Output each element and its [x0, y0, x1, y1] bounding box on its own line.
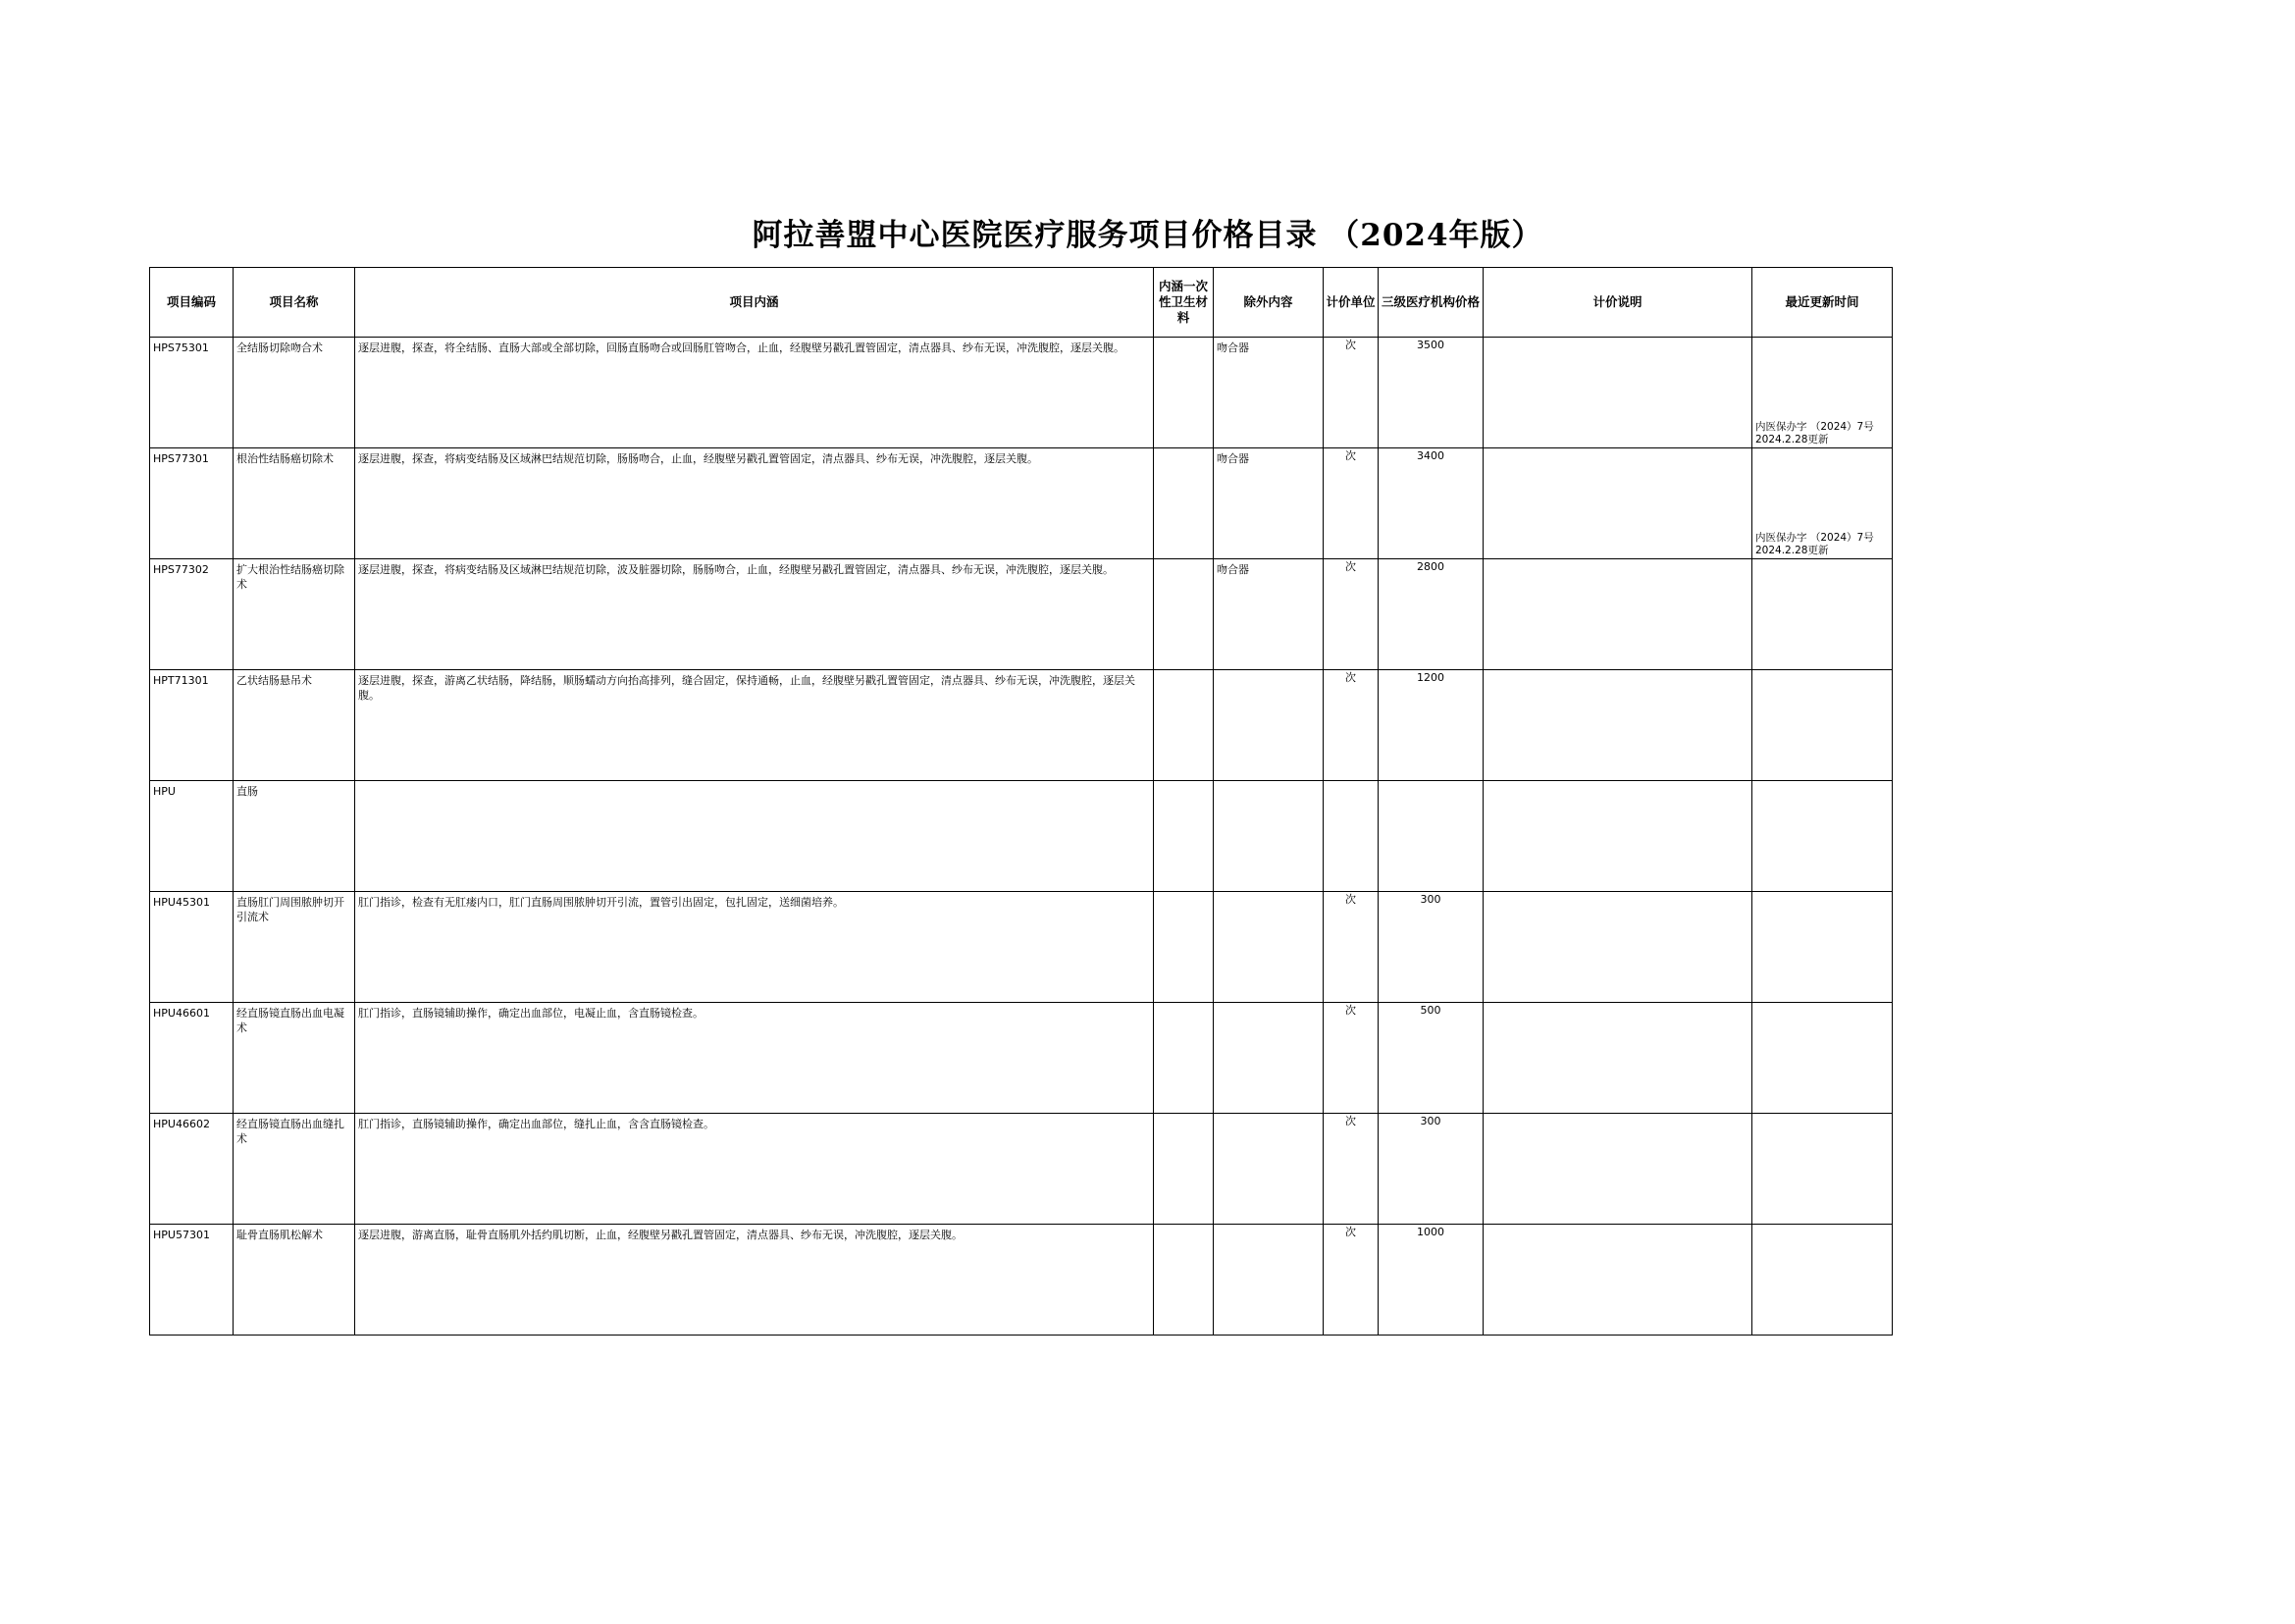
item-exclusion	[1214, 1225, 1323, 1228]
table-row	[150, 559, 1893, 670]
item-price: 500	[1379, 1003, 1484, 1114]
item-note	[1484, 1114, 1751, 1117]
item-material	[1154, 338, 1213, 341]
item-code: HPS77301	[153, 452, 209, 465]
item-name: 扩大根治性结肠癌切除术	[236, 563, 344, 591]
page-title: 阿拉善盟中心医院医疗服务项目价格目录 （2024年版）	[752, 218, 1543, 253]
item-price: 3500	[1379, 338, 1484, 448]
item-unit: 次	[1324, 1003, 1379, 1114]
item-note	[1484, 892, 1751, 895]
table-row	[150, 1114, 1893, 1225]
item-unit: 次	[1324, 1225, 1379, 1336]
item-code: HPS75301	[153, 341, 209, 354]
item-unit: 次	[1324, 338, 1379, 448]
item-unit: 次	[1324, 448, 1379, 559]
item-unit: 次	[1324, 670, 1379, 781]
col-header-name: 项目名称	[234, 268, 355, 338]
item-code: HPS77302	[153, 563, 209, 576]
col-header-price: 三级医疗机构价格	[1379, 268, 1484, 338]
item-note	[1484, 1003, 1751, 1006]
item-price: 300	[1379, 892, 1484, 1003]
item-code: HPU46602	[153, 1118, 210, 1130]
col-header-unit: 计价单位	[1324, 268, 1379, 338]
table-row	[150, 1225, 1893, 1336]
item-unit: 次	[1324, 559, 1379, 670]
item-content: 逐层进腹，探查，将病变结肠及区域淋巴结规范切除，肠肠吻合，止血，经腹壁另戳孔置管固定，清点器具、纱布无误，冲洗腹腔，逐层关腹。	[358, 452, 1038, 465]
item-exclusion	[1214, 781, 1323, 784]
item-price: 2800	[1379, 559, 1484, 670]
item-unit: 次	[1324, 892, 1379, 1003]
item-name: 全结肠切除吻合术	[236, 341, 323, 354]
item-material	[1154, 781, 1213, 784]
item-code: HPU46601	[153, 1007, 210, 1020]
item-update: 内医保办字 （2024）7号 2024.2.28更新	[1755, 532, 1874, 556]
item-price: 3400	[1379, 448, 1484, 559]
item-content: 逐层进腹，探查，将病变结肠及区域淋巴结规范切除，波及脏器切除，肠肠吻合，止血，经腹壁另戳孔置管固定，清点器具、纱布无误，冲洗腹腔，逐层关腹。	[358, 563, 1114, 576]
item-material	[1154, 1003, 1213, 1006]
item-content: 逐层进腹，游离直肠，耻骨直肠肌外括约肌切断，止血，经腹壁另戳孔置管固定，清点器具、纱布无误，冲洗腹腔，逐层关腹。	[358, 1229, 963, 1241]
item-update: 内医保办字 （2024）7号 2024.2.28更新	[1755, 421, 1874, 445]
col-header-content: 项目内涵	[355, 268, 1154, 338]
item-content	[355, 781, 1153, 784]
table-header-row	[150, 268, 1893, 338]
item-content: 逐层进腹，探查，游离乙状结肠，降结肠，顺肠蠕动方向抬高排列，缝合固定，保持通畅，止血，经腹壁另戳孔置管固定，清点器具、纱布无误，冲洗腹腔，逐层关腹。	[358, 674, 1135, 702]
item-note	[1484, 559, 1751, 562]
table-row	[150, 781, 1893, 892]
item-name: 乙状结肠悬吊术	[236, 674, 312, 687]
item-code: HPU	[153, 785, 176, 798]
table-row	[150, 338, 1893, 448]
col-header-material: 内涵一次性卫生材料	[1154, 268, 1214, 338]
col-header-note: 计价说明	[1484, 268, 1752, 338]
item-note	[1484, 1225, 1751, 1228]
item-content: 肛门指诊，检查有无肛瘘内口，肛门直肠周围脓肿切开引流，置管引出固定，包扎固定，送细菌培养。	[358, 896, 844, 909]
item-note	[1484, 448, 1751, 451]
item-exclusion: 吻合器	[1217, 563, 1249, 576]
item-note	[1484, 670, 1751, 673]
item-material	[1154, 1114, 1213, 1117]
item-note	[1484, 338, 1751, 341]
col-header-code: 项目编码	[150, 268, 234, 338]
table-row	[150, 670, 1893, 781]
item-note	[1484, 781, 1751, 784]
table-row	[150, 1003, 1893, 1114]
item-price: 1000	[1379, 1225, 1484, 1336]
item-exclusion	[1214, 892, 1323, 895]
item-content: 逐层进腹，探查，将全结肠、直肠大部或全部切除，回肠直肠吻合或回肠肛管吻合，止血，经腹壁另戳孔置管固定，清点器具、纱布无误，冲洗腹腔，逐层关腹。	[358, 341, 1124, 354]
item-name: 根治性结肠癌切除术	[236, 452, 334, 465]
item-name: 直肠肛门周围脓肿切开引流术	[236, 896, 344, 923]
item-exclusion	[1214, 670, 1323, 673]
item-unit	[1324, 781, 1379, 892]
item-price: 1200	[1379, 670, 1484, 781]
item-name: 经直肠镜直肠出血缝扎术	[236, 1118, 344, 1145]
item-exclusion	[1214, 1003, 1323, 1006]
item-exclusion: 吻合器	[1217, 341, 1249, 354]
item-material	[1154, 559, 1213, 562]
col-header-update: 最近更新时间	[1752, 268, 1893, 338]
item-price	[1379, 781, 1484, 892]
item-exclusion	[1214, 1114, 1323, 1117]
item-content: 肛门指诊，直肠镜辅助操作，确定出血部位，电凝止血，含直肠镜检查。	[358, 1007, 704, 1020]
col-header-exclusion: 除外内容	[1214, 268, 1324, 338]
item-code: HPU45301	[153, 896, 210, 909]
item-code: HPT71301	[153, 674, 209, 687]
item-code: HPU57301	[153, 1229, 210, 1241]
item-name: 经直肠镜直肠出血电凝术	[236, 1007, 344, 1034]
item-material	[1154, 448, 1213, 451]
item-content: 肛门指诊，直肠镜辅助操作，确定出血部位，缝扎止血，含含直肠镜检查。	[358, 1118, 714, 1130]
item-unit: 次	[1324, 1114, 1379, 1225]
item-material	[1154, 670, 1213, 673]
item-material	[1154, 1225, 1213, 1228]
item-price: 300	[1379, 1114, 1484, 1225]
item-material	[1154, 892, 1213, 895]
item-name: 直肠	[236, 785, 258, 798]
item-name: 耻骨直肠肌松解术	[236, 1229, 323, 1241]
table-row	[150, 892, 1893, 1003]
item-exclusion: 吻合器	[1217, 452, 1249, 465]
table-row	[150, 448, 1893, 559]
price-table	[149, 267, 1893, 1336]
